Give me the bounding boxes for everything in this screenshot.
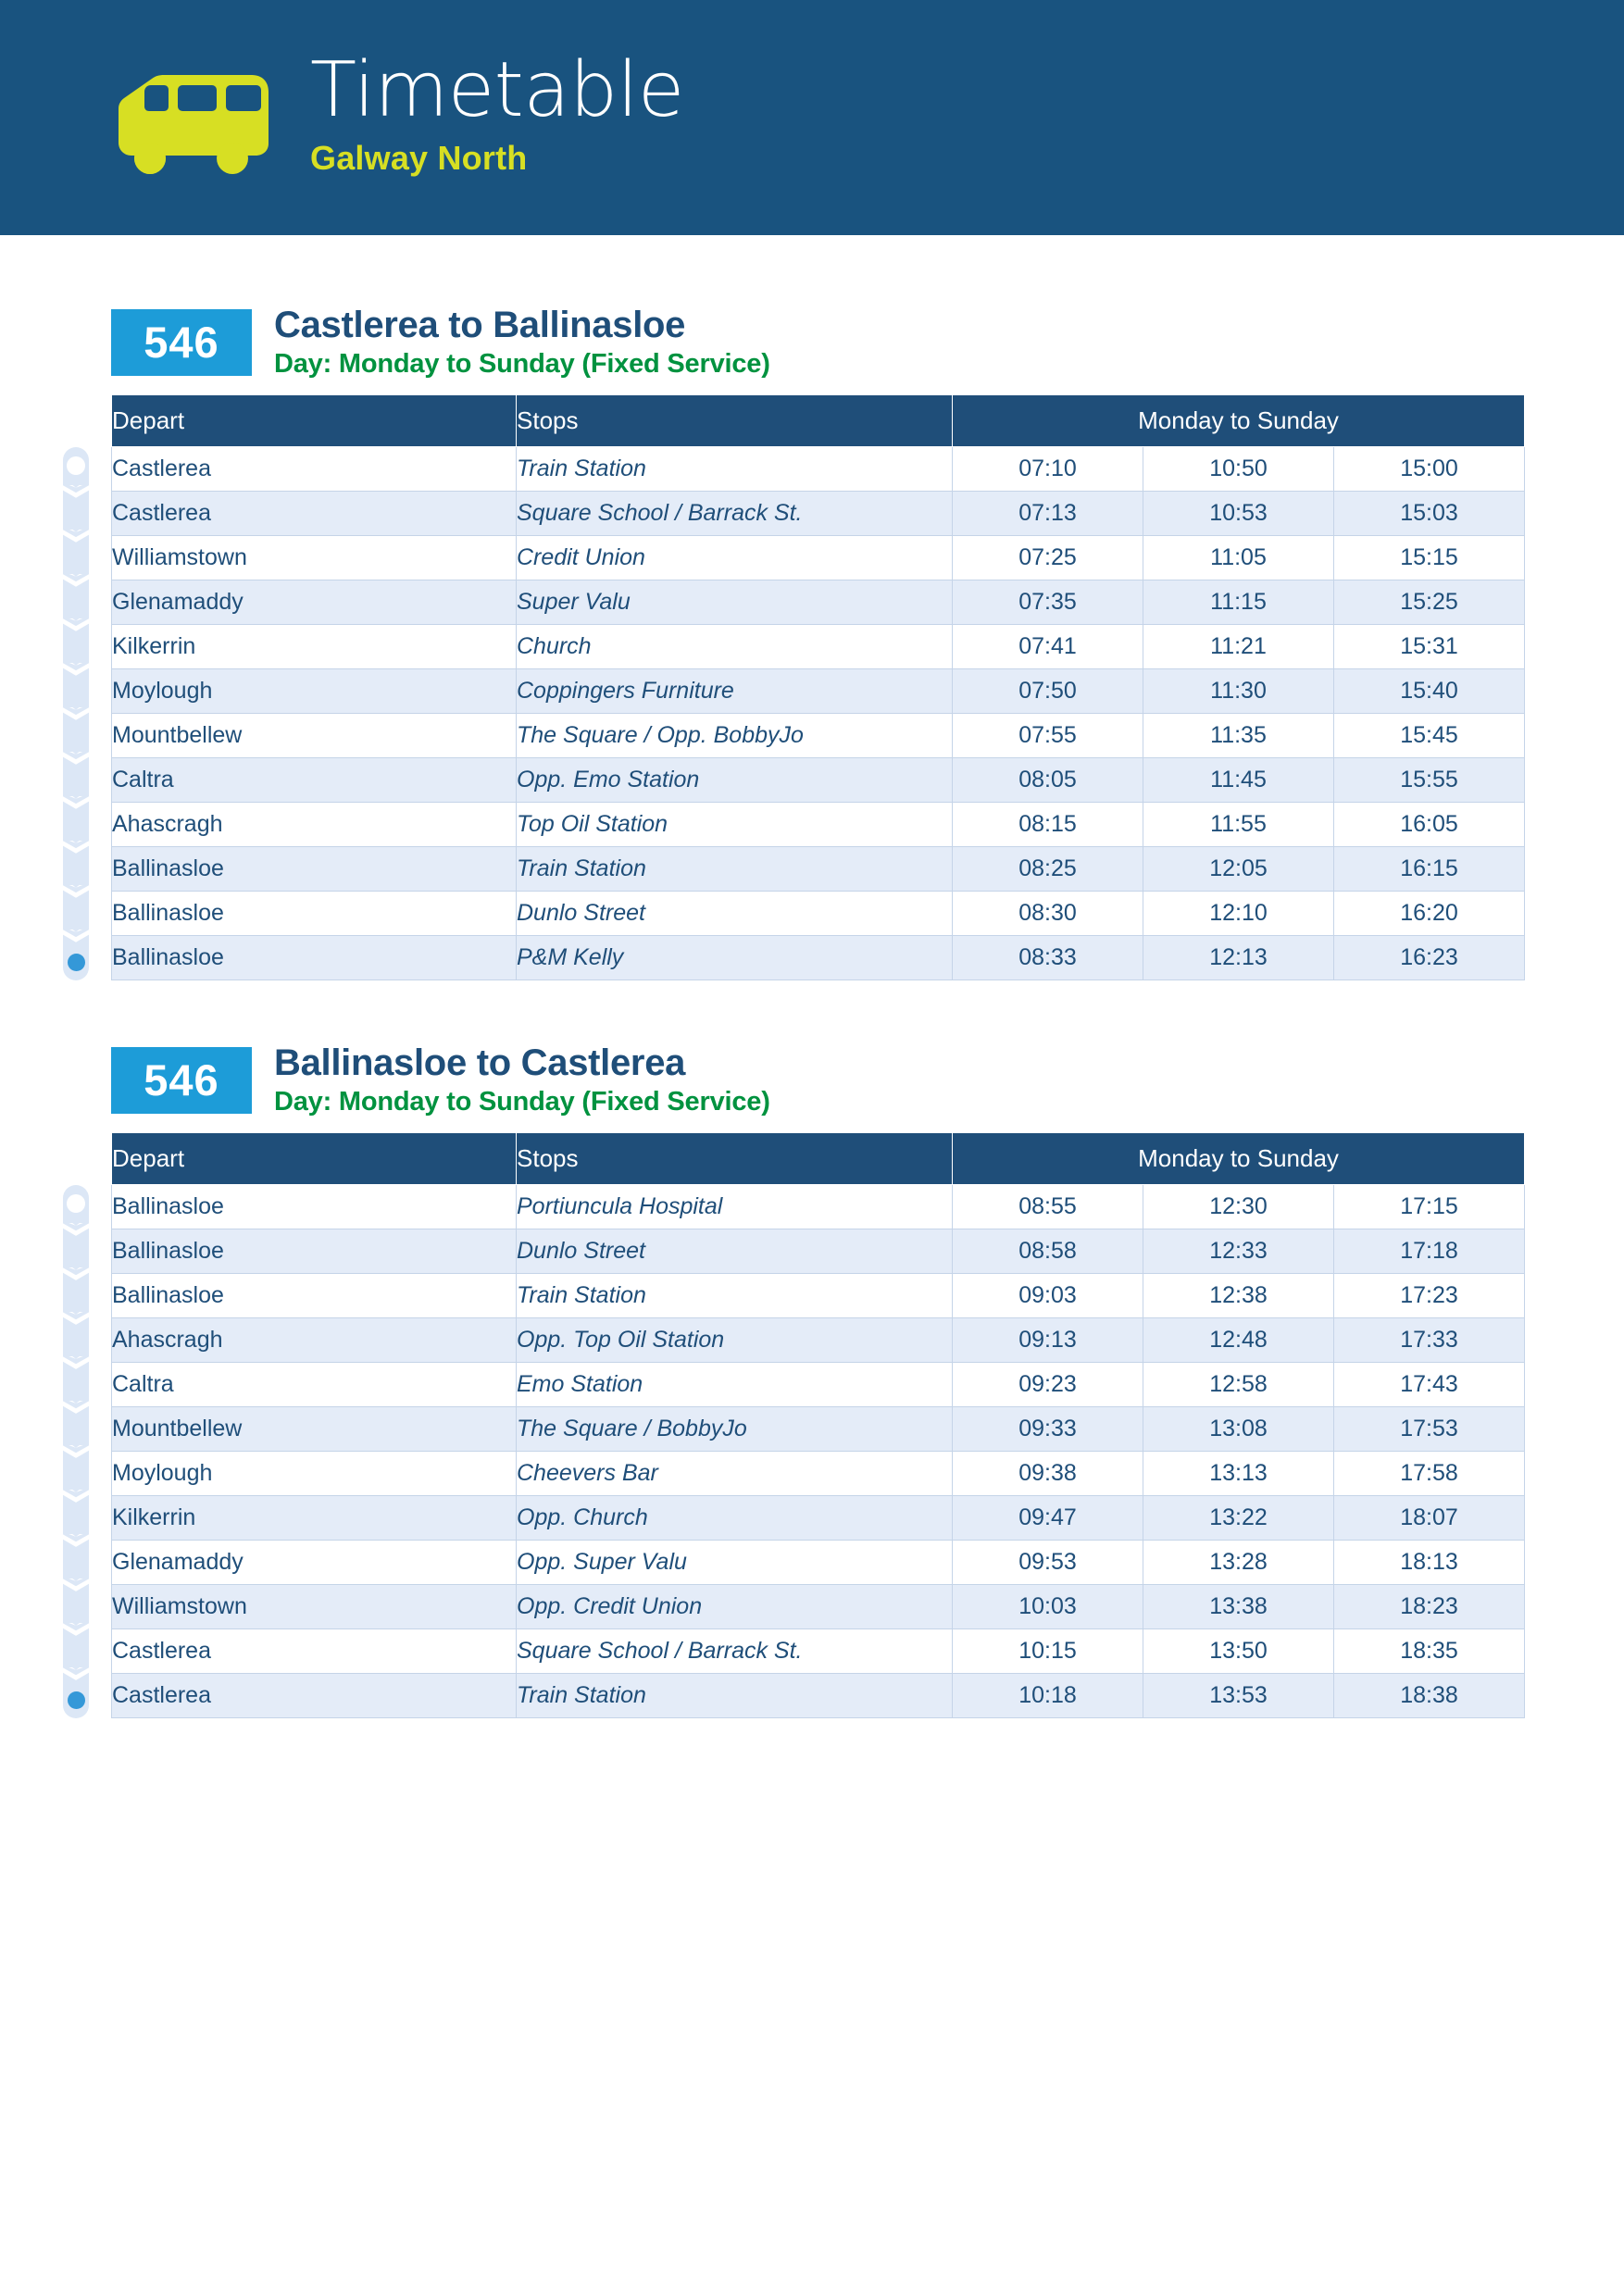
table-row xyxy=(112,1585,1525,1629)
cell-depart: Ballinasloe xyxy=(112,1185,517,1229)
cell-time-2: 12:30 xyxy=(1143,1185,1334,1229)
cell-time-3: 16:23 xyxy=(1334,936,1525,980)
table-row xyxy=(112,1318,1525,1363)
cell-stop: Opp. Top Oil Station xyxy=(517,1318,953,1363)
chevron-down-icon xyxy=(63,885,89,898)
timetable-section-2 xyxy=(0,1042,1624,1718)
cell-depart: Moylough xyxy=(112,1452,517,1496)
cell-stop: Opp. Super Valu xyxy=(517,1541,953,1585)
cell-depart: Caltra xyxy=(112,758,517,803)
cell-time-2: 11:35 xyxy=(1143,714,1334,758)
cell-time-2: 12:38 xyxy=(1143,1274,1334,1318)
cell-time-2: 13:53 xyxy=(1143,1674,1334,1718)
cell-time-3: 15:25 xyxy=(1334,580,1525,625)
cell-time-1: 07:41 xyxy=(953,625,1143,669)
cell-time-3: 15:15 xyxy=(1334,536,1525,580)
cell-stop: Opp. Credit Union xyxy=(517,1585,953,1629)
table-row xyxy=(112,447,1525,492)
cell-time-2: 11:55 xyxy=(1143,803,1334,847)
timetable-1-body xyxy=(112,447,1525,980)
route-title: Castlerea to Ballinasloe xyxy=(274,305,686,345)
route-start-dot xyxy=(67,456,85,475)
cell-time-2: 13:22 xyxy=(1143,1496,1334,1541)
cell-time-1: 08:58 xyxy=(953,1229,1143,1274)
cell-time-1: 08:30 xyxy=(953,892,1143,936)
chevron-down-icon xyxy=(63,530,89,543)
cell-stop: Square School / Barrack St. xyxy=(517,1629,953,1674)
cell-time-1: 08:55 xyxy=(953,1185,1143,1229)
cell-stop: Coppingers Furniture xyxy=(517,669,953,714)
table-row xyxy=(112,1496,1525,1541)
cell-time-3: 18:23 xyxy=(1334,1585,1525,1629)
chevron-down-icon xyxy=(63,1534,89,1547)
cell-depart: Caltra xyxy=(112,1363,517,1407)
cell-stop: Top Oil Station xyxy=(517,803,953,847)
page-subtitle: Galway North xyxy=(310,139,528,178)
chevron-down-icon xyxy=(63,796,89,809)
cell-depart: Ahascragh xyxy=(112,803,517,847)
cell-time-2: 12:13 xyxy=(1143,936,1334,980)
column-header-depart: Depart xyxy=(112,395,517,447)
table-row xyxy=(112,1674,1525,1718)
cell-time-1: 09:23 xyxy=(953,1363,1143,1407)
table-row xyxy=(112,1185,1525,1229)
chevron-down-icon xyxy=(63,1623,89,1636)
chevron-down-icon xyxy=(63,1667,89,1680)
cell-time-1: 09:03 xyxy=(953,1274,1143,1318)
cell-time-3: 15:45 xyxy=(1334,714,1525,758)
table-row xyxy=(112,536,1525,580)
cell-time-1: 07:50 xyxy=(953,669,1143,714)
cell-depart: Mountbellew xyxy=(112,1407,517,1452)
table-row xyxy=(112,669,1525,714)
column-header-days: Monday to Sunday xyxy=(953,395,1525,447)
cell-time-3: 17:43 xyxy=(1334,1363,1525,1407)
chevron-down-icon xyxy=(63,841,89,854)
cell-depart: Glenamaddy xyxy=(112,580,517,625)
column-header-days: Monday to Sunday xyxy=(953,1133,1525,1185)
table-row xyxy=(112,892,1525,936)
chevron-down-icon xyxy=(63,1578,89,1591)
table-row xyxy=(112,803,1525,847)
route-title-block xyxy=(274,1043,770,1117)
timetable-2 xyxy=(111,1132,1525,1718)
table-row xyxy=(112,847,1525,892)
cell-time-2: 12:05 xyxy=(1143,847,1334,892)
timetable-section-1 xyxy=(0,305,1624,980)
chevron-down-icon xyxy=(63,1356,89,1369)
cell-time-1: 08:05 xyxy=(953,758,1143,803)
cell-depart: Williamstown xyxy=(112,1585,517,1629)
cell-time-1: 10:18 xyxy=(953,1674,1143,1718)
cell-time-1: 09:47 xyxy=(953,1496,1143,1541)
cell-time-2: 12:58 xyxy=(1143,1363,1334,1407)
cell-depart: Castlerea xyxy=(112,447,517,492)
cell-depart: Castlerea xyxy=(112,492,517,536)
cell-time-1: 10:03 xyxy=(953,1585,1143,1629)
cell-depart: Castlerea xyxy=(112,1674,517,1718)
cell-time-2: 13:50 xyxy=(1143,1629,1334,1674)
page-title: Timetable xyxy=(310,45,684,134)
chevron-down-icon xyxy=(63,574,89,587)
cell-time-3: 16:05 xyxy=(1334,803,1525,847)
column-header-depart: Depart xyxy=(112,1133,517,1185)
cell-stop: Super Valu xyxy=(517,580,953,625)
cell-time-2: 10:50 xyxy=(1143,447,1334,492)
chevron-down-icon xyxy=(63,1223,89,1236)
chevron-down-icon xyxy=(63,1312,89,1325)
cell-time-3: 17:15 xyxy=(1334,1185,1525,1229)
cell-depart: Ballinasloe xyxy=(112,936,517,980)
timetable-1 xyxy=(111,394,1525,980)
cell-stop: Opp. Church xyxy=(517,1496,953,1541)
chevron-down-icon xyxy=(63,485,89,498)
route-title: Ballinasloe to Castlerea xyxy=(274,1042,686,1084)
cell-time-2: 13:28 xyxy=(1143,1541,1334,1585)
cell-time-3: 17:18 xyxy=(1334,1229,1525,1274)
cell-time-1: 08:25 xyxy=(953,847,1143,892)
cell-time-2: 11:30 xyxy=(1143,669,1334,714)
cell-time-3: 17:33 xyxy=(1334,1318,1525,1363)
cell-time-3: 18:38 xyxy=(1334,1674,1525,1718)
cell-time-1: 10:15 xyxy=(953,1629,1143,1674)
table-row xyxy=(112,1274,1525,1318)
cell-time-3: 18:35 xyxy=(1334,1629,1525,1674)
bus-icon xyxy=(111,68,273,174)
cell-depart: Ballinasloe xyxy=(112,1274,517,1318)
cell-time-1: 07:25 xyxy=(953,536,1143,580)
chevron-down-icon xyxy=(63,1267,89,1280)
cell-stop: Train Station xyxy=(517,1674,953,1718)
cell-time-3: 15:55 xyxy=(1334,758,1525,803)
cell-stop: Cheevers Bar xyxy=(517,1452,953,1496)
chevron-down-icon xyxy=(63,1490,89,1503)
table-row xyxy=(112,758,1525,803)
route-end-dot xyxy=(68,1691,85,1709)
cell-time-3: 16:15 xyxy=(1334,847,1525,892)
table-header-row xyxy=(112,395,1525,447)
chevron-down-icon xyxy=(63,1401,89,1414)
cell-time-3: 18:13 xyxy=(1334,1541,1525,1585)
cell-stop: Dunlo Street xyxy=(517,1229,953,1274)
cell-time-2: 11:45 xyxy=(1143,758,1334,803)
route-start-dot xyxy=(67,1194,85,1213)
table-row xyxy=(112,714,1525,758)
cell-depart: Kilkerrin xyxy=(112,1496,517,1541)
route-track-1 xyxy=(63,447,89,980)
chevron-down-icon xyxy=(63,930,89,942)
cell-time-2: 13:08 xyxy=(1143,1407,1334,1452)
table-row xyxy=(112,625,1525,669)
cell-depart: Mountbellew xyxy=(112,714,517,758)
column-header-stops: Stops xyxy=(517,395,953,447)
cell-time-3: 15:31 xyxy=(1334,625,1525,669)
cell-time-1: 08:15 xyxy=(953,803,1143,847)
page-header-banner xyxy=(0,0,1624,235)
table-row xyxy=(112,936,1525,980)
cell-stop: Emo Station xyxy=(517,1363,953,1407)
cell-depart: Ahascragh xyxy=(112,1318,517,1363)
cell-time-2: 11:05 xyxy=(1143,536,1334,580)
cell-depart: Ballinasloe xyxy=(112,892,517,936)
cell-stop: The Square / Opp. BobbyJo xyxy=(517,714,953,758)
route-header-1 xyxy=(111,305,1524,380)
cell-time-2: 11:21 xyxy=(1143,625,1334,669)
chevron-down-icon xyxy=(63,707,89,720)
route-end-dot xyxy=(68,954,85,971)
cell-stop: P&M Kelly xyxy=(517,936,953,980)
cell-time-1: 07:13 xyxy=(953,492,1143,536)
cell-depart: Ballinasloe xyxy=(112,847,517,892)
cell-depart: Ballinasloe xyxy=(112,1229,517,1274)
route-number-badge: 546 xyxy=(111,309,252,376)
banner-text-block xyxy=(310,45,684,178)
cell-stop: Train Station xyxy=(517,447,953,492)
cell-time-1: 08:33 xyxy=(953,936,1143,980)
cell-stop: Credit Union xyxy=(517,536,953,580)
cell-depart: Glenamaddy xyxy=(112,1541,517,1585)
route-title-block xyxy=(274,306,770,380)
cell-time-1: 07:10 xyxy=(953,447,1143,492)
cell-stop: Portiuncula Hospital xyxy=(517,1185,953,1229)
cell-stop: The Square / BobbyJo xyxy=(517,1407,953,1452)
cell-depart: Moylough xyxy=(112,669,517,714)
table-header-row xyxy=(112,1133,1525,1185)
cell-time-3: 17:23 xyxy=(1334,1274,1525,1318)
column-header-stops: Stops xyxy=(517,1133,953,1185)
cell-stop: Train Station xyxy=(517,847,953,892)
cell-stop: Church xyxy=(517,625,953,669)
table-row xyxy=(112,580,1525,625)
cell-stop: Opp. Emo Station xyxy=(517,758,953,803)
cell-time-3: 17:53 xyxy=(1334,1407,1525,1452)
cell-time-2: 12:48 xyxy=(1143,1318,1334,1363)
cell-time-2: 13:38 xyxy=(1143,1585,1334,1629)
table-row xyxy=(112,1452,1525,1496)
chevron-down-icon xyxy=(63,663,89,676)
chevron-down-icon xyxy=(63,752,89,765)
cell-stop: Square School / Barrack St. xyxy=(517,492,953,536)
cell-time-3: 15:03 xyxy=(1334,492,1525,536)
cell-depart: Kilkerrin xyxy=(112,625,517,669)
route-day-label: Day: Monday to Sunday (Fixed Service) xyxy=(274,349,770,380)
route-day-label: Day: Monday to Sunday (Fixed Service) xyxy=(274,1087,770,1117)
cell-time-1: 09:38 xyxy=(953,1452,1143,1496)
table-row xyxy=(112,1541,1525,1585)
table-row xyxy=(112,492,1525,536)
cell-depart: Castlerea xyxy=(112,1629,517,1674)
cell-time-2: 12:33 xyxy=(1143,1229,1334,1274)
cell-stop: Train Station xyxy=(517,1274,953,1318)
cell-time-1: 07:55 xyxy=(953,714,1143,758)
cell-stop: Dunlo Street xyxy=(517,892,953,936)
route-track-2 xyxy=(63,1185,89,1718)
cell-time-3: 16:20 xyxy=(1334,892,1525,936)
route-number-badge: 546 xyxy=(111,1047,252,1114)
chevron-down-icon xyxy=(63,618,89,631)
table-row xyxy=(112,1629,1525,1674)
cell-time-1: 09:33 xyxy=(953,1407,1143,1452)
chevron-down-icon xyxy=(63,1445,89,1458)
cell-depart: Williamstown xyxy=(112,536,517,580)
timetable-2-body xyxy=(112,1185,1525,1718)
cell-time-3: 18:07 xyxy=(1334,1496,1525,1541)
cell-time-2: 10:53 xyxy=(1143,492,1334,536)
cell-time-3: 15:40 xyxy=(1334,669,1525,714)
table-row xyxy=(112,1363,1525,1407)
route-header-2 xyxy=(111,1042,1524,1117)
cell-time-2: 13:13 xyxy=(1143,1452,1334,1496)
cell-time-1: 09:53 xyxy=(953,1541,1143,1585)
table-row xyxy=(112,1229,1525,1274)
cell-time-2: 11:15 xyxy=(1143,580,1334,625)
table-row xyxy=(112,1407,1525,1452)
cell-time-3: 17:58 xyxy=(1334,1452,1525,1496)
cell-time-3: 15:00 xyxy=(1334,447,1525,492)
cell-time-1: 09:13 xyxy=(953,1318,1143,1363)
cell-time-1: 07:35 xyxy=(953,580,1143,625)
cell-time-2: 12:10 xyxy=(1143,892,1334,936)
